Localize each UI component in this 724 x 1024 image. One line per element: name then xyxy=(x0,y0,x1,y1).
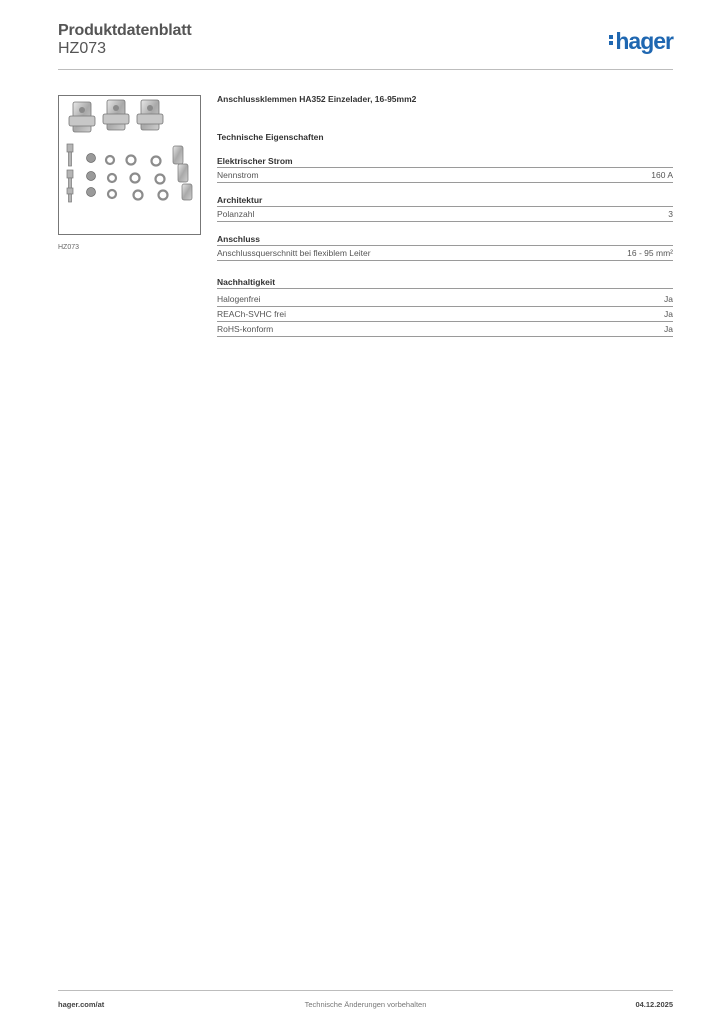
product-name: Anschlussklemmen HA352 Einzelader, 16-95mm2 xyxy=(217,94,417,104)
product-image xyxy=(58,95,201,235)
spec-label: Polanzahl xyxy=(217,209,255,219)
footer-date: 04.12.2025 xyxy=(635,1000,673,1009)
spec-row xyxy=(217,322,673,337)
washer-icon xyxy=(106,156,168,200)
section-title: Anschluss xyxy=(217,234,673,246)
clamp-icon xyxy=(137,100,163,130)
spec-value: 16 - 95 mm² xyxy=(627,248,673,258)
spec-row xyxy=(217,246,673,261)
spec-value: 160 A xyxy=(651,170,673,180)
logo-text: hager xyxy=(615,28,673,54)
bolt-icon xyxy=(67,144,73,202)
spec-label: Nennstrom xyxy=(217,170,259,180)
spec-label: RoHS-konform xyxy=(217,324,274,334)
section-title: Architektur xyxy=(217,195,673,207)
spec-row xyxy=(217,307,673,322)
product-code: HZ073 xyxy=(58,40,107,57)
product-details xyxy=(217,94,673,337)
clamp-icon xyxy=(103,100,129,130)
footer-notice: Technische Änderungen vorbehalten xyxy=(304,1000,427,1009)
spec-label: REACh-SVHC frei xyxy=(217,309,286,319)
footer-website-link[interactable]: hager.com/at xyxy=(58,1000,105,1009)
spec-label: Halogenfrei xyxy=(217,294,261,304)
section-sustainability xyxy=(217,277,673,337)
section-title: Elektrischer Strom xyxy=(217,156,673,168)
spec-label: Anschlussquerschnitt bei flexiblem Leiter xyxy=(217,248,371,258)
specs-heading: Technische Eigenschaften xyxy=(217,132,324,142)
section-electric-current xyxy=(217,156,673,183)
section-title: Nachhaltigkeit xyxy=(217,277,673,289)
document-title: Produktdatenblatt xyxy=(58,22,192,39)
spec-value: Ja xyxy=(664,294,673,304)
spec-row xyxy=(217,168,673,183)
spec-row xyxy=(217,292,673,307)
spec-value: Ja xyxy=(664,324,673,334)
page-header xyxy=(58,22,673,70)
spec-row xyxy=(217,207,673,222)
section-connection xyxy=(217,234,673,261)
sleeve-icon xyxy=(173,146,192,200)
page-footer xyxy=(58,990,673,1010)
image-caption: HZ073 xyxy=(58,244,80,251)
nut-icon xyxy=(87,154,96,197)
terminal-kit-illustration xyxy=(59,96,200,234)
logo-dots-icon xyxy=(609,33,613,47)
section-architecture xyxy=(217,195,673,222)
clamp-icon xyxy=(69,102,95,132)
spec-value: 3 xyxy=(668,209,673,219)
hager-logo xyxy=(609,28,673,55)
spec-value: Ja xyxy=(664,309,673,319)
